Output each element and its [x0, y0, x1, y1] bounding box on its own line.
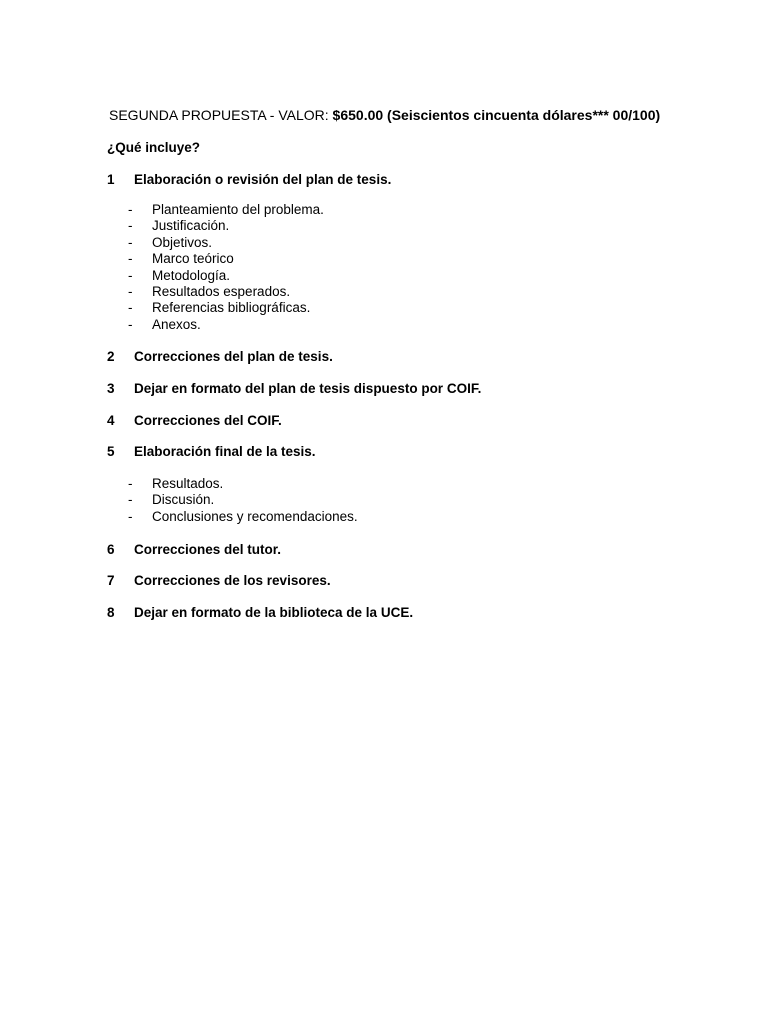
item-number: 8: [107, 605, 115, 620]
list-item-text: Marco teórico: [152, 251, 234, 267]
list-item-text: Resultados.: [152, 476, 224, 491]
proposal-title-amount: $650.00 (Seiscientos cincuenta dólares*** 00/100): [332, 107, 661, 123]
bullet-dash: -: [128, 202, 133, 217]
list-item: [128, 492, 358, 508]
bullet-dash: -: [128, 300, 133, 316]
list-item: [128, 251, 324, 267]
item-number: 2: [107, 349, 115, 364]
item-label: Dejar en formato de la biblioteca de la UCE.: [134, 605, 414, 620]
item-label: Elaboración final de la tesis.: [134, 444, 316, 459]
list-item-text: Discusión.: [152, 492, 215, 508]
bullet-dash: -: [128, 508, 133, 524]
bullet-dash: -: [128, 316, 133, 332]
list-item: [128, 284, 324, 300]
list-item-text: Referencias bibliográficas.: [152, 300, 311, 316]
numbered-item-4: [107, 412, 282, 430]
list-item-text: Objetivos.: [152, 234, 213, 250]
bullet-dash: -: [128, 234, 133, 250]
numbered-item-2: [107, 348, 333, 366]
list-item: [128, 235, 324, 251]
bullet-dash: -: [128, 492, 133, 508]
numbered-item-8: [107, 604, 413, 622]
list-item-text: Anexos.: [152, 316, 201, 332]
item-number: 5: [107, 444, 115, 459]
sublist-final-thesis: [128, 476, 358, 525]
includes-heading: ¿Qué incluye?: [107, 140, 201, 155]
item-label: Correcciones del tutor.: [134, 542, 282, 557]
numbered-item-3: [107, 380, 481, 398]
list-item: [128, 317, 324, 333]
bullet-dash: -: [128, 284, 133, 300]
item-number: 7: [107, 573, 115, 588]
list-item-text: Metodología.: [152, 267, 231, 283]
proposal-title: [109, 106, 660, 124]
list-item: [128, 509, 358, 525]
bullet-dash: -: [128, 267, 133, 283]
item-label: Correcciones del plan de tesis.: [134, 349, 333, 364]
list-item-text: Planteamiento del problema.: [152, 202, 324, 217]
bullet-dash: -: [128, 251, 133, 267]
numbered-item-1: [107, 171, 391, 189]
item-number: 4: [107, 413, 115, 428]
list-item-text: Resultados esperados.: [152, 284, 291, 300]
list-item-text: Conclusiones y recomendaciones.: [152, 508, 358, 524]
list-item: [128, 218, 324, 234]
numbered-item-7: [107, 572, 331, 590]
item-label: Dejar en formato del plan de tesis dispuesto por COIF.: [134, 381, 482, 396]
bullet-dash: -: [128, 476, 133, 491]
list-item-text: Justificación.: [152, 218, 230, 234]
item-label: Correcciones del COIF.: [134, 413, 282, 428]
item-number: 6: [107, 542, 115, 557]
sublist-plan-sections: [128, 202, 324, 333]
list-item: [128, 268, 324, 284]
item-number: 1: [107, 172, 115, 187]
list-item: [128, 300, 324, 316]
item-label: Elaboración o revisión del plan de tesis.: [134, 172, 392, 187]
bullet-dash: -: [128, 218, 133, 234]
item-number: 3: [107, 381, 115, 396]
list-item: [128, 202, 324, 218]
item-label: Correcciones de los revisores.: [134, 573, 331, 588]
proposal-title-prefix: SEGUNDA PROPUESTA - VALOR:: [109, 107, 333, 123]
list-item: [128, 476, 358, 492]
numbered-item-5: [107, 443, 316, 461]
numbered-item-6: [107, 541, 281, 559]
